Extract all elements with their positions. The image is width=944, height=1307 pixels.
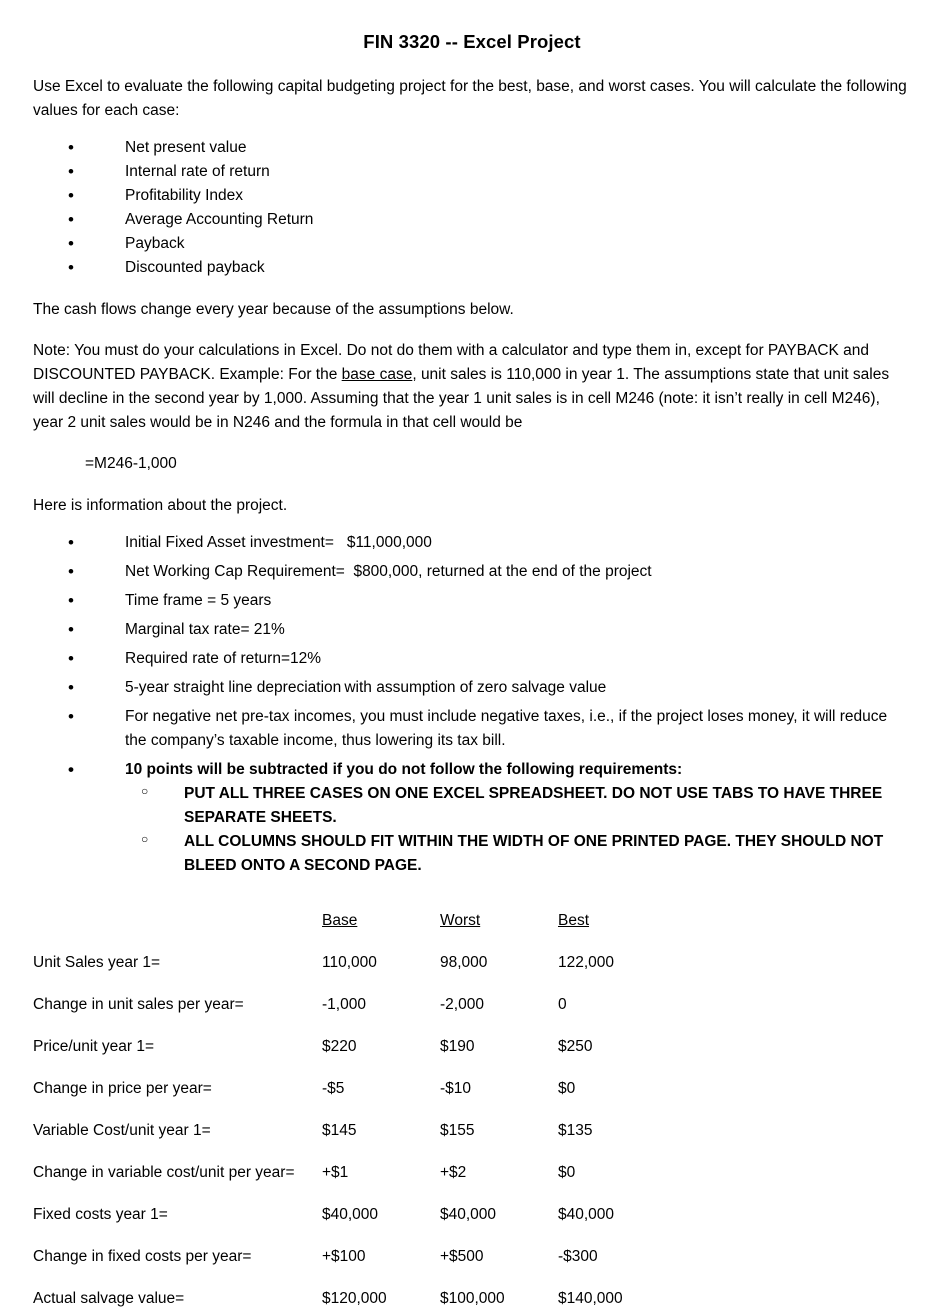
table-body — [33, 928, 676, 1306]
list-item — [125, 782, 911, 830]
table-row — [33, 970, 676, 1012]
page-title: FIN 3320 -- Excel Project — [363, 31, 581, 52]
row-label: Price/unit year 1= — [33, 1037, 155, 1055]
row-label: Fixed costs year 1= — [33, 1205, 168, 1223]
table-row — [33, 1180, 676, 1222]
cell-best: 0 — [558, 995, 567, 1013]
column-header-best-label: Best — [558, 911, 590, 929]
list-item-label: ALL COLUMNS SHOULD FIT WITHIN THE WIDTH OF ONE PRINTED PAGE. THEY SHOULD NOT BLEED ONTO A SECOND PAGE. — [184, 833, 884, 875]
list-item — [33, 160, 911, 184]
cell-best: $40,000 — [558, 1205, 615, 1223]
list-item-label: Initial Fixed Asset investment= $11,000,000 — [125, 533, 432, 551]
cell-worst: $40,000 — [440, 1205, 497, 1223]
assumptions-table — [33, 898, 676, 1306]
cell-best: 122,000 — [558, 953, 615, 971]
list-item-label: Net Working Cap Requirement= $800,000, returned at the end of the project — [125, 562, 652, 580]
cell-base: +$1 — [322, 1163, 349, 1181]
cash-flow-note: The cash flows change every year because of the assumptions below. — [33, 300, 514, 318]
list-item — [33, 256, 911, 280]
project-info-list — [33, 531, 911, 878]
cell-best: $0 — [558, 1163, 576, 1181]
intro-paragraph: Use Excel to evaluate the following capital budgeting project for the best, base, and worst cases. You will calculate the following values for each case: — [33, 77, 907, 119]
column-header-best — [558, 898, 676, 928]
cell-worst: +$500 — [440, 1247, 484, 1265]
list-item — [33, 232, 911, 256]
list-item-label: PUT ALL THREE CASES ON ONE EXCEL SPREADSHEET. DO NOT USE TABS TO HAVE THREE SEPARATE SHEETS. — [184, 785, 883, 827]
row-label: Variable Cost/unit year 1= — [33, 1121, 211, 1139]
list-item-label: Marginal tax rate= 21% — [125, 620, 285, 638]
list-item-label: Time frame = 5 years — [125, 591, 272, 609]
row-label: Change in variable cost/unit per year= — [33, 1163, 295, 1181]
table-row — [33, 1096, 676, 1138]
note-paragraph — [33, 339, 911, 435]
example-formula: =M246-1,000 — [85, 454, 177, 472]
cell-worst: 98,000 — [440, 953, 488, 971]
list-item-label: Average Accounting Return — [125, 210, 314, 228]
list-item-label: Required rate of return=12% — [125, 649, 322, 667]
cell-base: +$100 — [322, 1247, 366, 1265]
list-item — [125, 830, 911, 878]
column-header-blank — [33, 898, 322, 928]
cell-best: $135 — [558, 1121, 593, 1139]
document-page — [0, 28, 944, 1307]
row-label: Actual salvage value= — [33, 1289, 185, 1307]
list-item — [33, 560, 911, 584]
list-item-label: Discounted payback — [125, 258, 265, 276]
list-item — [33, 647, 911, 671]
column-header-worst — [440, 898, 558, 928]
list-item — [33, 618, 911, 642]
table-row — [33, 1138, 676, 1180]
table-header-row — [33, 898, 676, 928]
table-row — [33, 1222, 676, 1264]
requirements-heading-item — [33, 758, 911, 878]
cell-worst: -$10 — [440, 1079, 472, 1097]
row-label: Unit Sales year 1= — [33, 953, 161, 971]
row-label: Change in price per year= — [33, 1079, 212, 1097]
table-row — [33, 1054, 676, 1096]
cell-best: $140,000 — [558, 1289, 623, 1307]
list-item-label: Net present value — [125, 138, 247, 156]
cell-base: 110,000 — [322, 953, 377, 971]
list-item — [33, 705, 911, 753]
requirements-heading-label: 10 points will be subtracted if you do not follow the following requirements: — [125, 761, 683, 779]
list-item — [33, 589, 911, 613]
calculation-values-list — [33, 136, 911, 280]
cell-base: $145 — [322, 1121, 357, 1139]
list-item — [33, 136, 911, 160]
list-item-label: Profitability Index — [125, 186, 244, 204]
cell-best: $0 — [558, 1079, 576, 1097]
column-header-base-label: Base — [322, 911, 358, 929]
list-item-label: Internal rate of return — [125, 162, 270, 180]
cell-base: $220 — [322, 1037, 357, 1055]
table-row — [33, 1264, 676, 1306]
cell-base: $40,000 — [322, 1205, 379, 1223]
list-item — [33, 676, 911, 700]
cell-worst: $155 — [440, 1121, 475, 1139]
cell-base: -1,000 — [322, 995, 366, 1013]
list-item — [33, 531, 911, 555]
table-row — [33, 928, 676, 970]
cell-best: -$300 — [558, 1247, 598, 1265]
cell-worst: $100,000 — [440, 1289, 505, 1307]
table-row — [33, 1012, 676, 1054]
column-header-base — [322, 898, 440, 928]
requirements-list — [125, 782, 911, 878]
row-label: Change in fixed costs per year= — [33, 1247, 252, 1265]
cell-worst: +$2 — [440, 1163, 467, 1181]
list-item-label: For negative net pre-tax incomes, you must include negative taxes, i.e., if the project loses money, it will reduce the company’s taxable income, thus lowering its tax bill. — [125, 708, 888, 750]
row-label: Change in unit sales per year= — [33, 995, 244, 1013]
base-case-emphasis: base case — [341, 365, 413, 383]
cell-worst: -2,000 — [440, 995, 484, 1013]
list-item-label: Payback — [125, 234, 185, 252]
column-header-worst-label: Worst — [440, 911, 481, 929]
cell-base: -$5 — [322, 1079, 345, 1097]
cell-worst: $190 — [440, 1037, 475, 1055]
note-text-part-1: Note: You must do your calculations in Excel. Do not do them with a calculator and type them in, except for PAYBACK and DISCOUNTED PAYBACK. Example: For the — [33, 341, 870, 383]
cell-base: $120,000 — [322, 1289, 387, 1307]
note-text-part-2: , unit sales is 110,000 in year 1. The assumptions state that unit sales will decline in the second year by 1,000. Assuming that the year 1 unit sales is in cell M246 (note: it isn’t really in cell M246), year 2 unit sales would be in N246 and the formula in that cell would be — [33, 365, 890, 431]
table-head — [33, 898, 676, 928]
list-item — [33, 208, 911, 232]
list-item-label: 5-year straight line depreciation with assumption of zero salvage value — [125, 678, 607, 696]
cell-best: $250 — [558, 1037, 593, 1055]
list-item — [33, 184, 911, 208]
project-info-heading: Here is information about the project. — [33, 496, 288, 514]
